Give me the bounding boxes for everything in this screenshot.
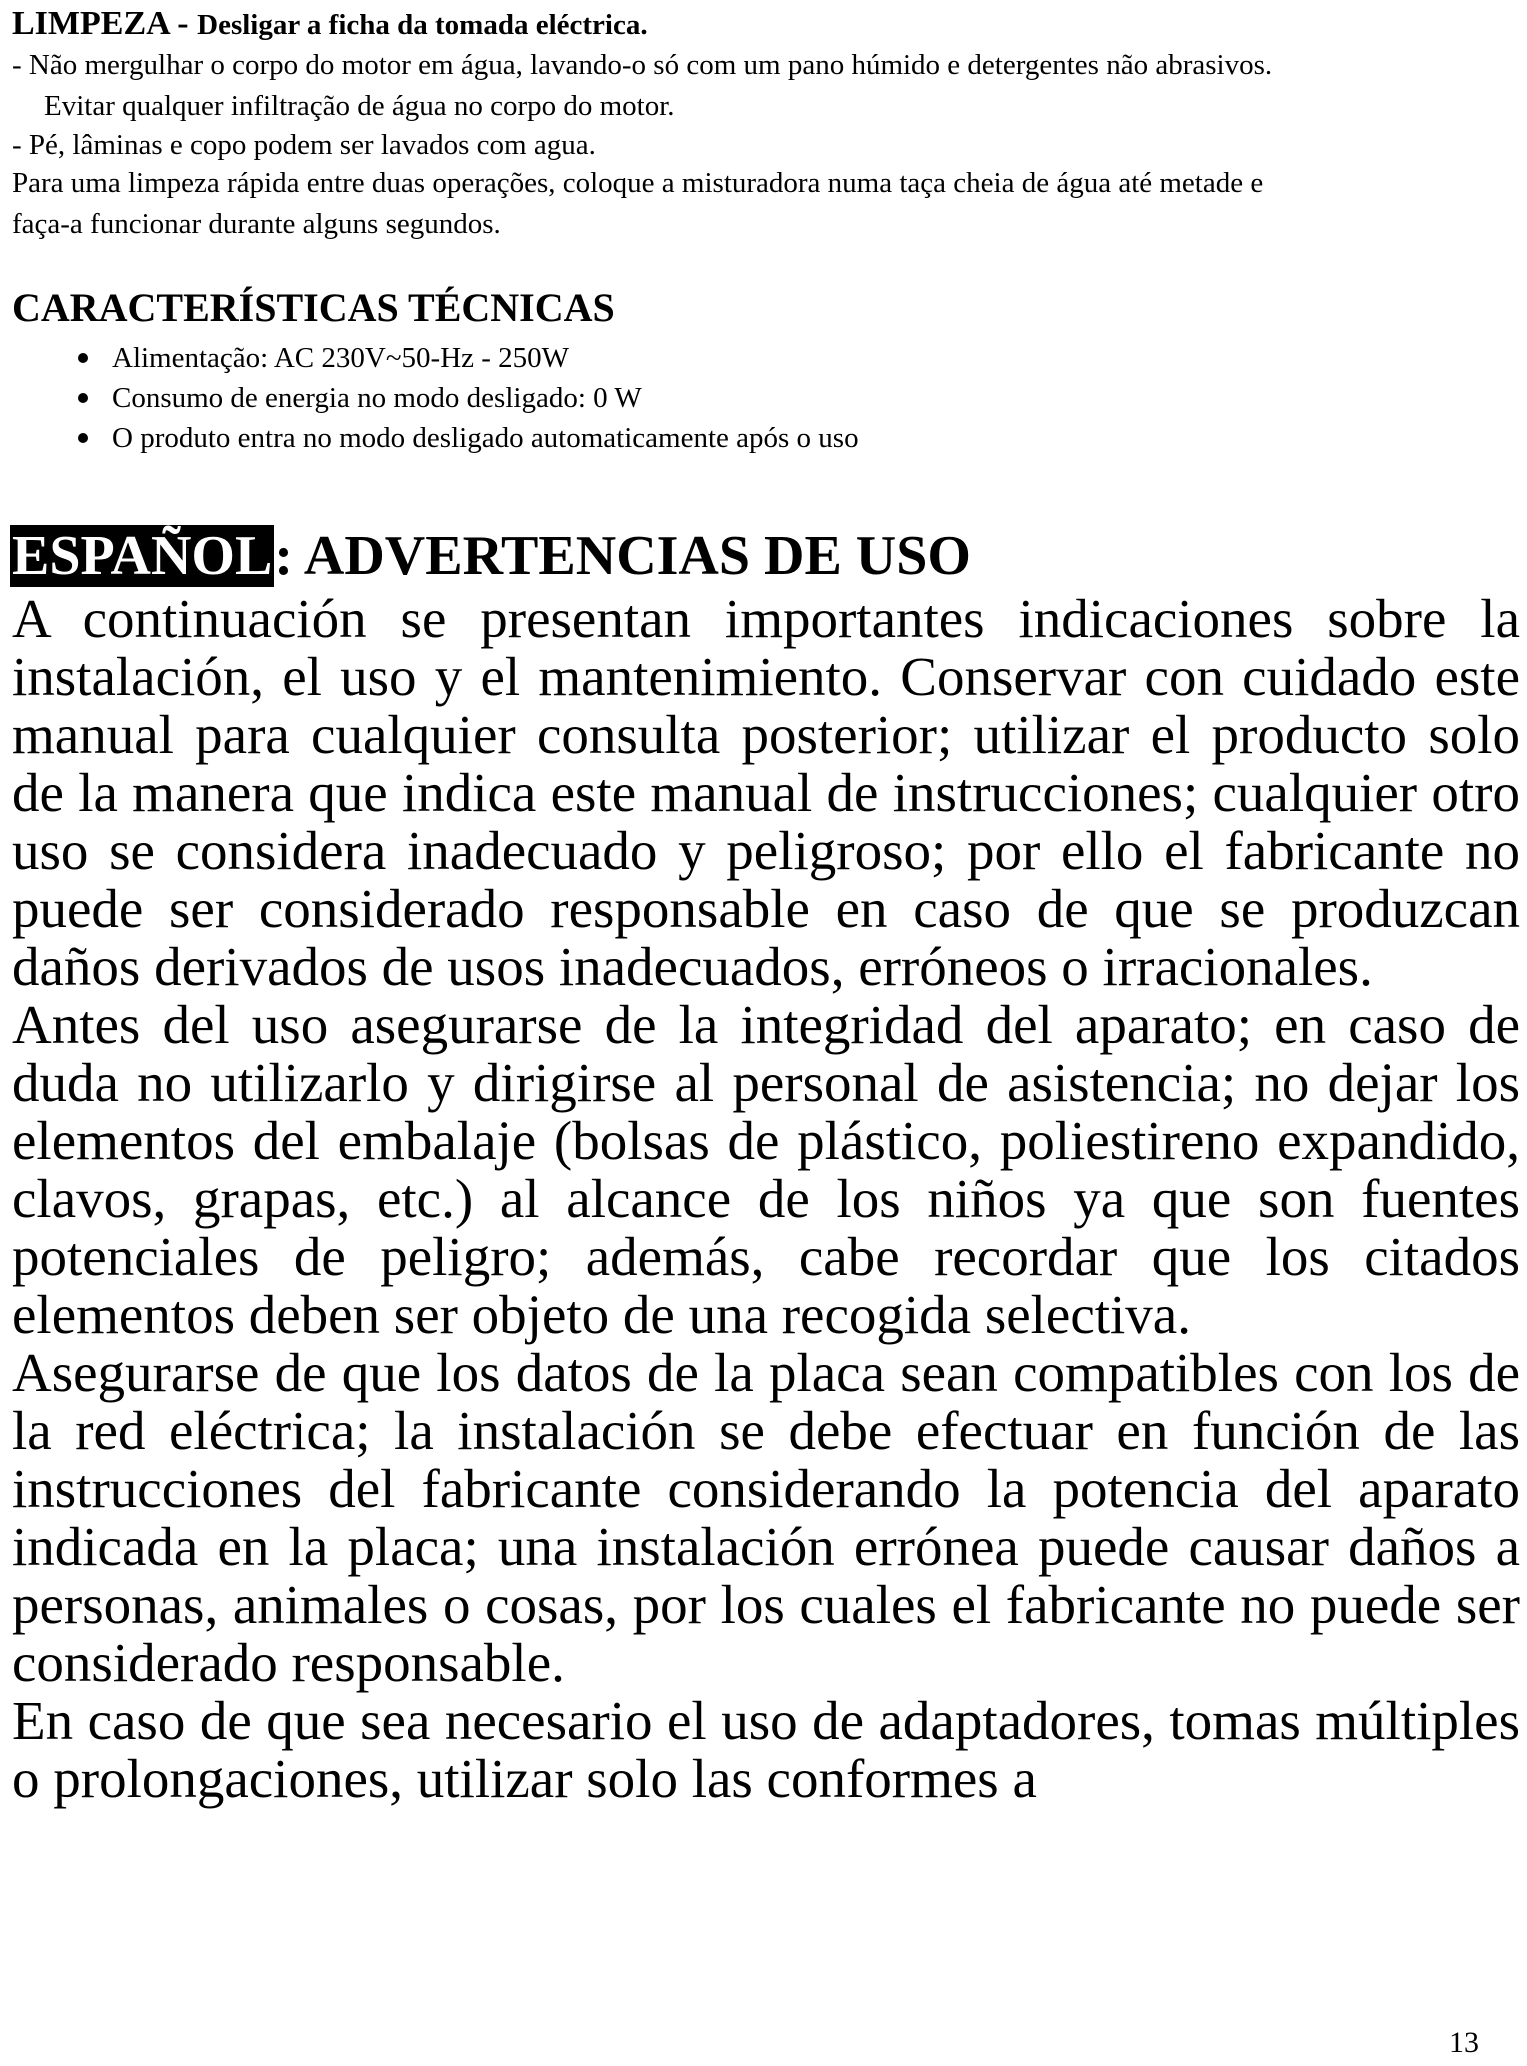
caracteristicas-item: Consumo de energia no modo desligado: 0 W xyxy=(74,378,859,418)
caracteristicas-item: Alimentação: AC 230V~50-Hz - 250W xyxy=(74,338,859,378)
limpeza-line-4: Para uma limpeza rápida entre duas operações, coloque a misturadora numa taça cheia de água até metade e xyxy=(12,167,1264,199)
espanol-paragraph: A continuación se presentan importantes indicaciones sobre la instalación, el uso y el mantenimiento. Conservar con cuidado este manual para cualquier consulta posterior; utilizar el producto solo de la manera que indica este manual de instrucciones; cualquier otro uso se considera inadecuado y peligroso; por ello el fabricante no puede ser considerado responsable en caso de que se produzcan daños derivados de usos inadecuados, erróneos o irracionales. xyxy=(12,588,1520,997)
limpeza-line-2: Evitar qualquer infiltração de água no corpo do motor. xyxy=(44,90,675,122)
limpeza-line-1: - Não mergulhar o corpo do motor em água, lavando-o só com um pano húmido e detergentes não abrasivos. xyxy=(12,49,1273,81)
limpeza-line-3: - Pé, lâminas e copo podem ser lavados com agua. xyxy=(12,129,596,161)
page-number: 13 xyxy=(1449,2026,1479,2059)
caracteristicas-item: O produto entra no modo desligado automaticamente após o uso xyxy=(74,418,859,458)
limpeza-subtitle: Desligar a ficha da tomada eléctrica. xyxy=(197,9,648,41)
espanol-paragraph: En caso de que sea necesario el uso de adaptadores, tomas múltiples o prolongaciones, utilizar solo las conformes a xyxy=(12,1690,1520,1809)
espanol-paragraph: Asegurarse de que los datos de la placa sean compatibles con los de la red eléctrica; la instalación se debe efectuar en función de las instrucciones del fabricante considerando la potencia del aparato indicada en la placa; una instalación errónea puede causar daños a personas, animales o cosas, por los cuales el fabricante no puede ser considerado responsable. xyxy=(12,1342,1520,1693)
limpeza-title: LIMPEZA - xyxy=(12,5,189,42)
limpeza-line-5: faça-a funcionar durante alguns segundos. xyxy=(12,208,501,240)
espanol-heading-text: : ADVERTENCIAS DE USO xyxy=(274,525,971,587)
limpeza-heading xyxy=(12,4,648,45)
espanol-heading xyxy=(10,526,971,586)
espanol-body xyxy=(12,590,1520,1808)
language-label: ESPAÑOL xyxy=(12,525,273,587)
espanol-paragraph: Antes del uso asegurarse de la integridad del aparato; en caso de duda no utilizarlo y dirigirse al personal de asistencia; no dejar los elementos del embalaje (bolsas de plástico, poliestireno expandido, clavos, grapas, etc.) al alcance de los niños ya que son fuentes potenciales de peligro; además, cabe recordar que los citados elementos deben ser objeto de una recogida selectiva. xyxy=(12,994,1520,1345)
caracteristicas-list xyxy=(74,338,859,458)
caracteristicas-title: CARACTERÍSTICAS TÉCNICAS xyxy=(12,285,615,330)
